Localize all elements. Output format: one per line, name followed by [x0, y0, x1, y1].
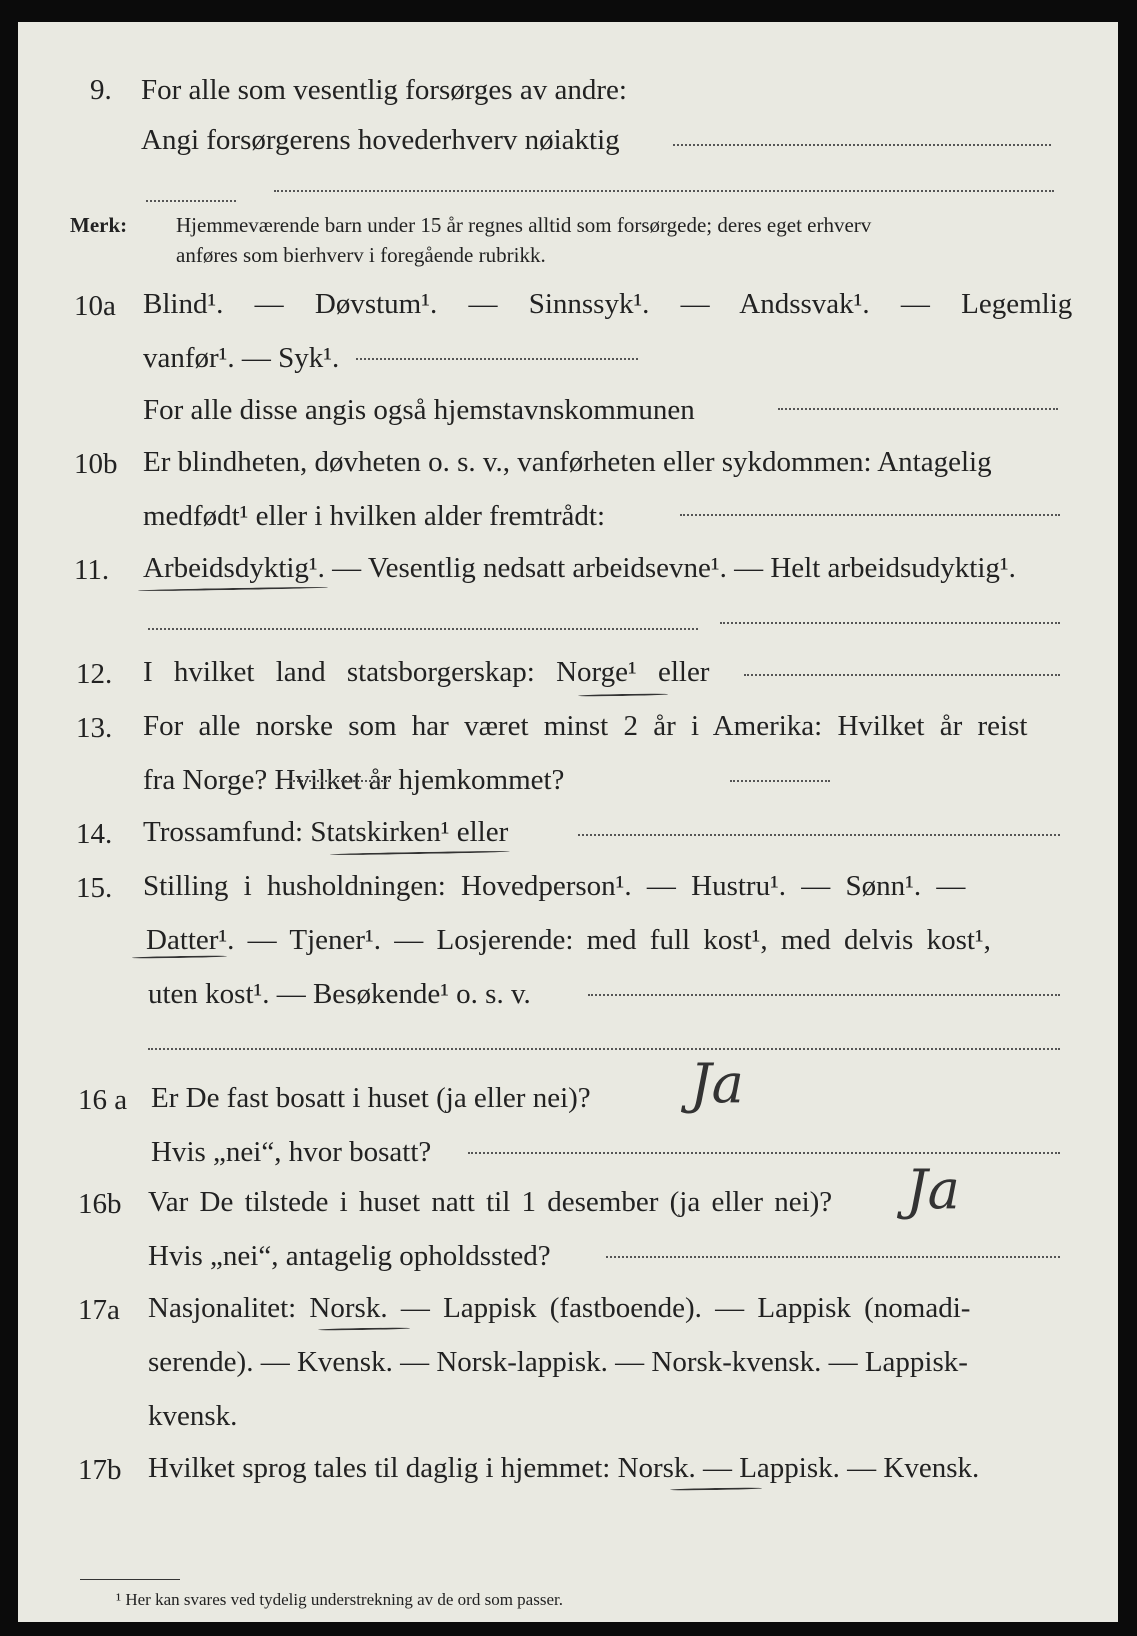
merk-label: Merk:	[70, 213, 128, 237]
q11-answer-line-b	[720, 622, 1060, 624]
q10a-number: 10a	[74, 290, 116, 322]
q13-number: 13.	[76, 712, 113, 744]
q17b-line1: Hvilket sprog tales til daglig i hjemmet: Norsk. — Lappisk. — Kvensk.	[148, 1452, 980, 1484]
q16b-line2: Hvis „nei“, antagelig opholdssted?	[148, 1240, 551, 1272]
q10a-line1: Blind¹. — Døvstum¹. — Sinnssyk¹. — Andssvak¹. — Legemlig	[143, 288, 1073, 320]
q12-answer-line	[744, 674, 1060, 676]
q15-line1: Stilling i husholdningen: Hovedperson¹. — Hustru¹. — Sønn¹. —	[143, 870, 966, 902]
q12-line1: I hvilket land statsborgerskap: Norge¹ eller	[143, 656, 710, 688]
q16b-number: 16b	[78, 1188, 122, 1220]
q11-underline-arbeidsdyktig	[138, 586, 328, 591]
q11-line1: Arbeidsdyktig¹. — Vesentlig nedsatt arbeidsevne¹. — Helt arbeidsudyktig¹.	[143, 552, 1016, 584]
q14-answer-line	[578, 834, 1060, 836]
merk-line1: Hjemmeværende barn under 15 år regnes alltid som forsørgede; deres eget erhverv	[176, 213, 872, 237]
q11-answer-line-a	[148, 628, 698, 630]
q16b-answer-line	[606, 1256, 1060, 1258]
q9-answer-line-2a	[146, 200, 236, 202]
q14-number: 14.	[76, 818, 113, 850]
q17a-line2: serende). — Kvensk. — Norsk-lappisk. — Norsk-kvensk. — Lappisk-	[148, 1346, 968, 1378]
q16b-handwritten-answer: Ja	[906, 1158, 960, 1221]
q17a-underline-norsk	[318, 1327, 410, 1331]
q13-hjemkommet-line	[730, 780, 830, 782]
q12-number: 12.	[76, 658, 113, 690]
q15-line2: Datter¹. — Tjener¹. — Losjerende: med full kost¹, med delvis kost¹,	[146, 924, 991, 956]
q16a-number: 16 a	[78, 1084, 128, 1116]
q10b-answer-line	[680, 514, 1060, 516]
q9-line1: For alle som vesentlig forsørges av andre:	[141, 74, 627, 106]
q13-reist-line	[290, 780, 390, 782]
q16a-line1: Er De fast bosatt i huset (ja eller nei)?	[151, 1082, 591, 1114]
q13-line1: For alle norske som har været minst 2 år i Amerika: Hvilket år reist	[143, 710, 1028, 742]
q14-underline-statskirken	[330, 850, 510, 855]
q10b-line1: Er blindheten, døvheten o. s. v., vanførheten eller sykdommen: Antagelig	[143, 446, 992, 478]
q17a-number: 17a	[78, 1294, 120, 1326]
q15-line3: uten kost¹. — Besøkende¹ o. s. v.	[148, 978, 531, 1010]
q10a-hjemstavn-line	[778, 408, 1058, 410]
q17a-line3: kvensk.	[148, 1400, 238, 1432]
q10b-number: 10b	[74, 448, 118, 480]
q10a-answer-line	[356, 358, 638, 360]
q16a-line2: Hvis „nei“, hvor bosatt?	[151, 1136, 432, 1168]
q16a-answer-line	[468, 1152, 1060, 1154]
q17a-line1: Nasjonalitet: Norsk. — Lappisk (fastboende). — Lappisk (nomadi-	[148, 1292, 971, 1324]
q15-number: 15.	[76, 872, 113, 904]
q13-line2: fra Norge? Hvilket år hjemkommet?	[143, 764, 565, 796]
census-form-page	[18, 22, 1118, 1622]
q10a-line3: For alle disse angis også hjemstavnskommunen	[143, 394, 695, 426]
q11-number: 11.	[74, 554, 110, 586]
footnote-rule	[80, 1579, 180, 1580]
footnote: ¹ Her kan svares ved tydelig understrekning av de ord som passer.	[116, 1590, 563, 1609]
q16b-line1: Var De tilstede i huset natt til 1 desember (ja eller nei)?	[148, 1186, 833, 1218]
q10a-line2: vanfør¹. — Syk¹.	[143, 342, 340, 374]
q9-number: 9.	[90, 74, 112, 106]
q17b-number: 17b	[78, 1454, 122, 1486]
q9-line2: Angi forsørgerens hovederhverv nøiaktig	[141, 124, 620, 156]
q15-answer-line-2	[148, 1048, 1060, 1050]
merk-line2: anføres som bierhverv i foregående rubrikk.	[176, 243, 546, 267]
q12-underline-norge	[578, 693, 668, 697]
q15-answer-line	[588, 994, 1060, 996]
q17b-underline-norsk	[670, 1487, 762, 1491]
q9-answer-line	[673, 144, 1051, 146]
q9-answer-line-2b	[274, 190, 1054, 192]
q14-line1: Trossamfund: Statskirken¹ eller	[143, 816, 509, 848]
q16a-handwritten-answer: Ja	[690, 1052, 744, 1115]
q10b-line2: medfødt¹ eller i hvilken alder fremtrådt:	[143, 500, 606, 532]
